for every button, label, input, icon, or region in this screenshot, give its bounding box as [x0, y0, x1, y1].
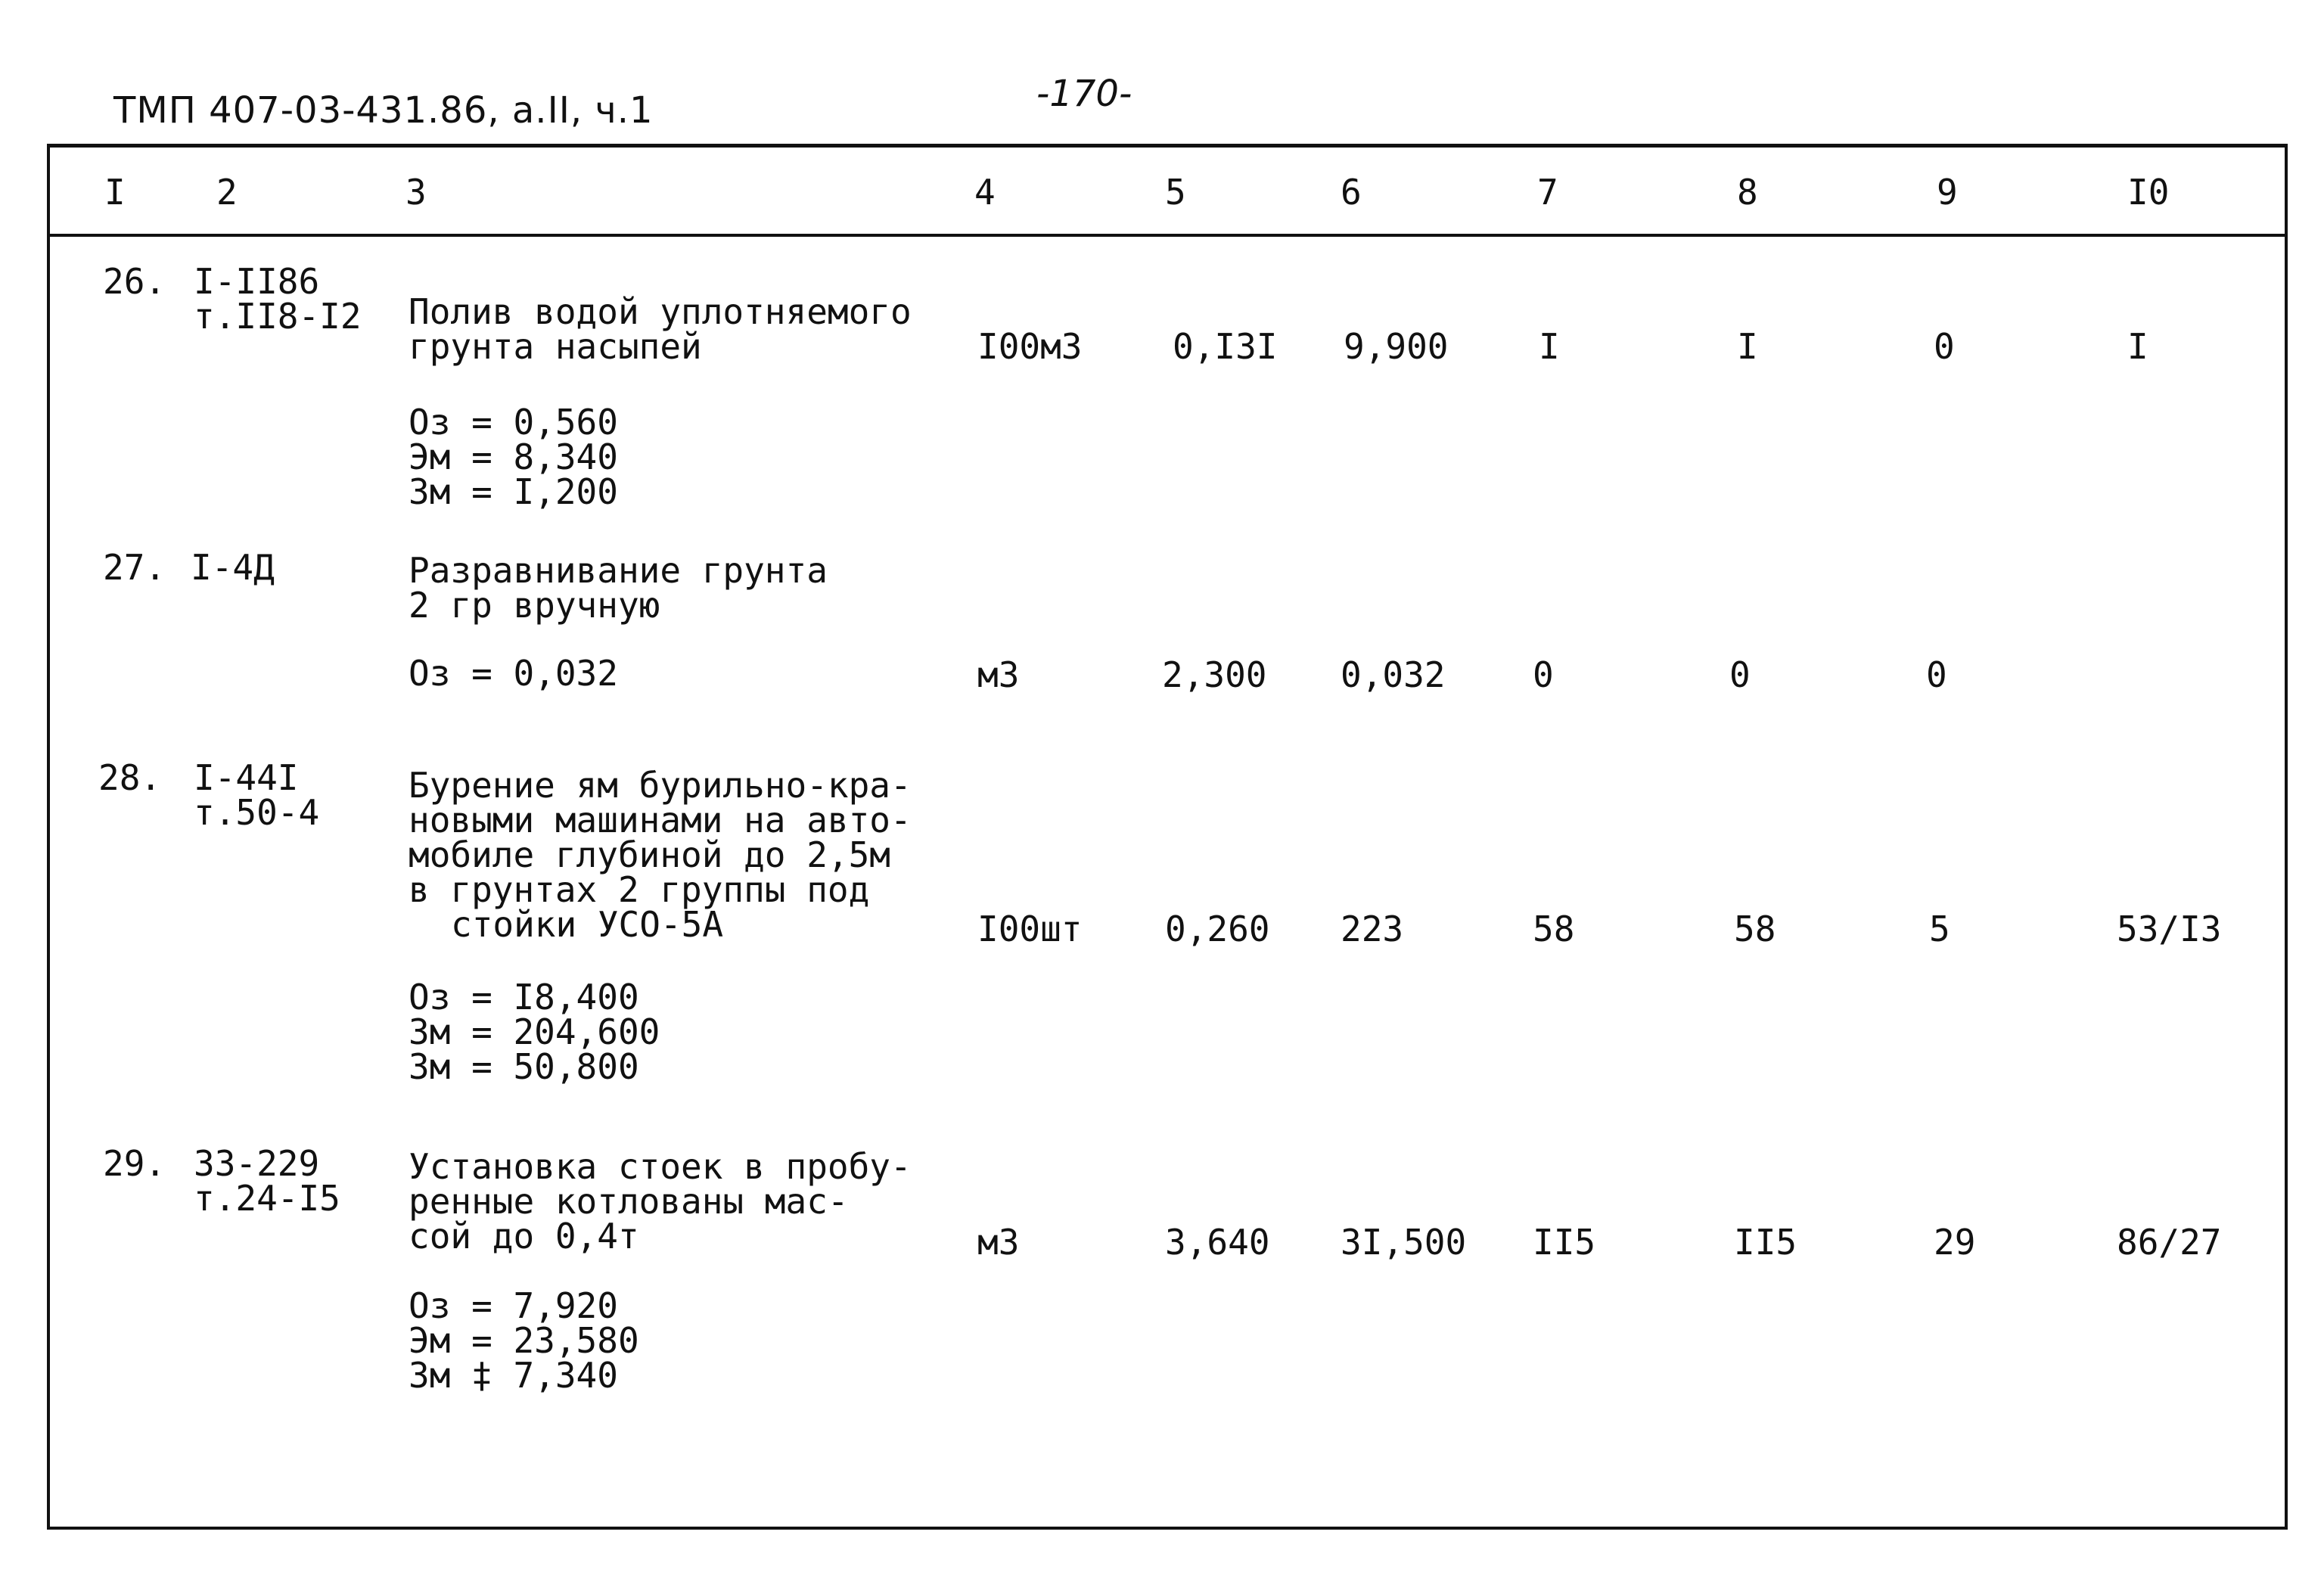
cell-col7: II5	[1533, 1222, 1596, 1263]
formula-line: Зм ‡ 7,340	[409, 1355, 618, 1396]
cell-col7: 58	[1533, 909, 1575, 949]
table-row	[50, 1143, 2285, 1396]
description-line: сой до 0,4т	[409, 1216, 639, 1257]
table-row	[50, 757, 2285, 1087]
unit-cell: м3	[977, 654, 1020, 695]
formula-line: Оз = I8,400	[409, 977, 639, 1017]
code-line: т.24-I5	[194, 1178, 340, 1219]
norm-code	[191, 547, 275, 588]
cell-col6: 223	[1341, 909, 1404, 949]
description-line: в грунтах 2 группы под	[409, 869, 870, 910]
cell-col9: 29	[1934, 1222, 1976, 1263]
cell-col5: 0,260	[1165, 909, 1270, 949]
description-line: Полив водой уплотняемого	[409, 291, 912, 332]
formula-line: Оз = 0,032	[409, 653, 618, 694]
row-number: 26.	[103, 261, 166, 302]
formula-block	[409, 653, 618, 694]
cell-col5: 0,I3I	[1173, 326, 1278, 367]
cell-col7: 0	[1533, 654, 1554, 695]
column-header-3: 3	[405, 172, 427, 213]
cell-col8: 58	[1734, 909, 1776, 949]
cell-col5: 3,640	[1165, 1222, 1270, 1263]
column-header-8: 8	[1737, 172, 1758, 213]
table-row	[50, 547, 2285, 695]
description-line: стойки УСО-5А	[451, 904, 724, 945]
work-description	[409, 291, 912, 367]
row-number: 29.	[103, 1143, 166, 1184]
unit-cell: I00шт	[977, 909, 1083, 949]
column-header-2: 2	[216, 172, 238, 213]
cell-col9: 0	[1926, 654, 1947, 695]
cell-col6: 3I,500	[1341, 1222, 1467, 1263]
column-header-9: 9	[1937, 172, 1958, 213]
formula-line: Оз = 7,920	[409, 1285, 618, 1326]
formula-block	[409, 402, 618, 512]
formula-line: Зм = I,200	[409, 471, 618, 512]
column-header-7: 7	[1537, 172, 1558, 213]
work-description	[409, 1146, 912, 1257]
unit-cell: м3	[977, 1222, 1020, 1263]
cell-col6: 0,032	[1341, 654, 1446, 695]
formula-line: Эм = 23,580	[409, 1320, 639, 1361]
cell-col10: I	[2127, 326, 2148, 367]
description-line: 2 гр вручную	[409, 585, 660, 626]
formula-block	[409, 1285, 639, 1396]
column-header-5: 5	[1165, 172, 1186, 213]
table-row	[50, 261, 2285, 512]
column-header-4: 4	[974, 172, 996, 213]
page-number: -170-	[1036, 73, 1132, 115]
cell-col10: 53/I3	[2117, 909, 2222, 949]
description-line: ренные котлованы мас-	[409, 1181, 849, 1222]
formula-line: Зм = 50,800	[409, 1046, 639, 1087]
header-divider	[50, 234, 2285, 237]
code-line: I-44I	[194, 757, 299, 798]
document-code: ТМП 407-03-431.86, а.II, ч.1	[113, 89, 654, 132]
cell-col8: I	[1737, 326, 1758, 367]
cell-col9: 5	[1929, 909, 1950, 949]
code-line: т.II8-I2	[194, 296, 362, 337]
norm-code	[194, 1143, 340, 1219]
formula-line: Эм = 8,340	[409, 436, 618, 477]
cell-col6: 9,900	[1344, 326, 1449, 367]
formula-line: Зм = 204,600	[409, 1011, 660, 1052]
code-line: I-4Д	[191, 547, 275, 588]
cell-col8: 0	[1729, 654, 1751, 695]
cell-col7: I	[1539, 326, 1560, 367]
work-description	[409, 765, 912, 945]
table-frame	[47, 144, 2288, 1530]
cell-col10: 86/27	[2117, 1222, 2222, 1263]
work-description	[409, 550, 828, 626]
column-header-1: I	[104, 172, 126, 213]
norm-code	[194, 757, 320, 833]
description-line: грунта насыпей	[409, 326, 702, 367]
description-line: Установка стоек в пробу-	[409, 1146, 912, 1187]
row-number: 27.	[103, 547, 166, 588]
code-line: I-II86	[194, 261, 320, 302]
cell-col5: 2,300	[1162, 654, 1267, 695]
norm-code	[194, 261, 362, 337]
code-line: 33-229	[194, 1143, 320, 1184]
row-number: 28.	[98, 757, 162, 798]
description-line: Разравнивание грунта	[409, 550, 828, 591]
unit-cell: I00м3	[977, 326, 1083, 367]
description-line: мобиле глубиной до 2,5м	[409, 834, 890, 875]
column-header-6: 6	[1341, 172, 1362, 213]
column-header-10: I0	[2127, 172, 2170, 213]
formula-line: Оз = 0,560	[409, 402, 618, 443]
code-line: т.50-4	[194, 792, 320, 833]
cell-col8: II5	[1734, 1222, 1797, 1263]
cell-col9: 0	[1934, 326, 1955, 367]
description-line: новыми машинами на авто-	[409, 800, 912, 840]
description-line: Бурение ям бурильно-кра-	[409, 765, 912, 806]
formula-block	[409, 977, 660, 1087]
